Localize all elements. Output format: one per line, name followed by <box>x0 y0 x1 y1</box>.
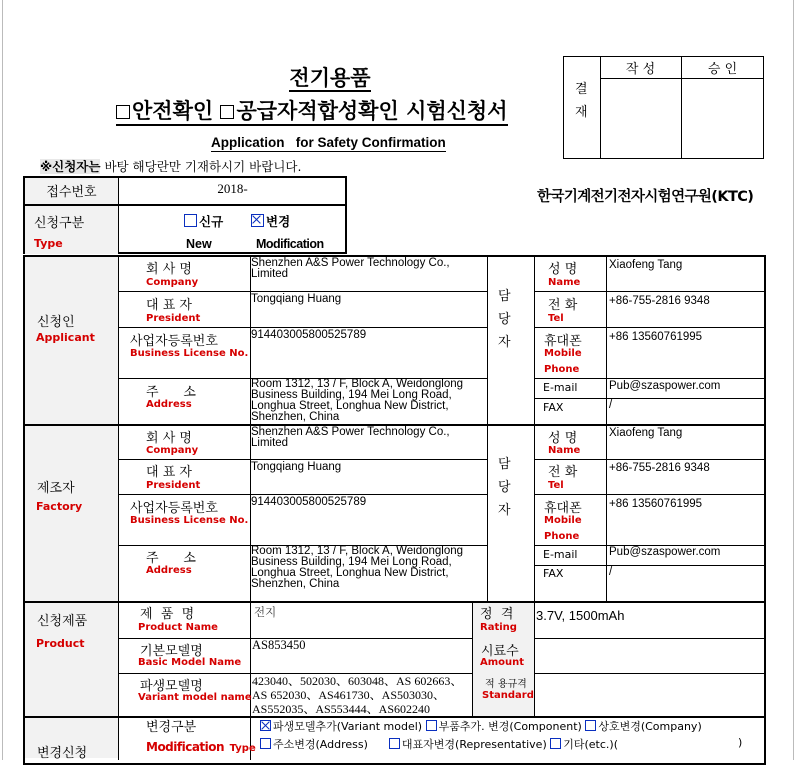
applicant-label-en: Applicant <box>36 331 95 344</box>
approval-col-writer: 작 성 <box>625 62 656 77</box>
representative-change-checkbox[interactable] <box>389 738 400 749</box>
type-mod-en: Modification <box>256 237 324 251</box>
applicant-label: 신청인 <box>37 315 75 330</box>
variant-model-checkbox[interactable] <box>260 720 271 731</box>
option-variant-model[interactable]: 파생모델추가(Variant model) <box>260 720 422 733</box>
applicant-address-label: 주 소 <box>146 385 196 400</box>
factory-president-label: 대 표 자 <box>146 465 192 480</box>
type-mod-option: 변경 <box>251 212 290 230</box>
type-new-en: New <box>186 237 212 251</box>
title-line1: 전기용품 <box>289 66 371 90</box>
factory-name-label: 성 명 <box>548 431 578 446</box>
factory-contact-label-1: 담 <box>498 457 511 472</box>
basic-model-value: AS853450 <box>252 638 306 652</box>
product-name-value: 전지 <box>254 605 277 619</box>
safety-confirm-checkbox <box>116 105 130 119</box>
factory-email-value: Pub@szaspower.com <box>609 546 721 558</box>
basic-model-en: Basic Model Name <box>138 657 242 668</box>
rating-en: Rating <box>480 622 517 633</box>
modification-type-label: 변경구분 <box>146 720 197 735</box>
option-address[interactable]: 주소변경(Address) <box>260 738 368 751</box>
factory-license-label: 사업자등록번호 <box>130 501 218 516</box>
factory-address-value: Room 1312, 13 / F, Block A, Weidonglong Business Building, 194 Mei Long Road, Longhua Street, Longhua New District, Shenzhen, China <box>251 545 464 590</box>
product-name-en: Product Name <box>138 622 218 633</box>
applicant-company-en: Company <box>146 277 199 288</box>
company-change-checkbox[interactable] <box>585 720 596 731</box>
applicant-tel-value: +86-755-2816 9348 <box>609 295 710 307</box>
factory-contact-label-2: 당 <box>498 480 511 495</box>
applicant-president-label: 대 표 자 <box>146 298 192 313</box>
variant-model-value: 423040、502030、603048、AS 602663、AS 652030、AS461730、AS503030、AS552035、AS553444、AS602240 <box>252 674 463 716</box>
receipt-label: 접수번호 <box>46 185 97 200</box>
factory-mobile-label: 휴대폰 <box>544 501 582 516</box>
option-representative[interactable]: 대표자변경(Representative) <box>389 738 547 751</box>
org-name: 한국기계전기전자시험연구원(KTC) <box>537 189 754 205</box>
modification-row1 <box>260 718 702 734</box>
factory-license-value: 914403005800525789 <box>251 496 367 508</box>
page-left-edge <box>2 0 3 760</box>
product-name-label: 제 품 명 <box>140 607 195 622</box>
component-checkbox[interactable] <box>426 720 437 731</box>
factory-contact-label-3: 자 <box>498 503 511 518</box>
applicant-note: ※신청자는 바탕 해당란만 기재하시기 바랍니다. <box>40 159 302 174</box>
factory-license-en: Business License No. <box>130 515 249 526</box>
approval-col-approver: 승 인 <box>707 62 738 77</box>
amount-label: 시료수 <box>481 644 519 659</box>
applicant-contact-label-1: 담 <box>498 289 511 304</box>
rating-label: 정 격 <box>480 607 514 622</box>
variant-model-label: 파생모델명 <box>140 679 203 694</box>
applicant-contact-label-2: 당 <box>498 312 511 327</box>
factory-mobile-en-1: Mobile <box>544 515 582 526</box>
factory-president-value: Tongqiang Huang <box>251 461 342 473</box>
approval-label-1: 결 <box>575 82 588 97</box>
applicant-tel-label: 전 화 <box>548 298 578 313</box>
factory-address-label: 주 소 <box>146 551 196 566</box>
factory-name-value: Xiaofeng Tang <box>609 427 683 439</box>
standard-en: Standard <box>482 690 534 701</box>
supplier-conformity-checkbox <box>220 105 234 119</box>
applicant-address-en: Address <box>146 399 192 410</box>
title-line2: 안전확인 공급자적합성확인 시험신청서 <box>116 98 508 126</box>
modification-label: 변경신청 <box>37 746 88 761</box>
address-change-checkbox[interactable] <box>260 738 271 749</box>
factory-fax-label: FAX <box>543 567 564 580</box>
applicant-company-label: 회 사 명 <box>146 262 192 277</box>
factory-name-en: Name <box>548 445 581 456</box>
factory-company-label: 회 사 명 <box>146 431 192 446</box>
modification-row2 <box>260 736 618 752</box>
applicant-mobile-en-1: Mobile <box>544 348 582 359</box>
factory-fax-value: / <box>609 566 613 578</box>
receipt-value: 2018- <box>217 181 248 196</box>
type-label-en: Type <box>34 237 63 250</box>
applicant-mobile-value: +86 13560761995 <box>609 331 703 343</box>
applicant-name-en: Name <box>548 277 581 288</box>
factory-company-value: Shenzhen A&S Power Technology Co., Limited <box>251 426 450 449</box>
applicant-fax-label: FAX <box>543 401 564 414</box>
applicant-name-value: Xiaofeng Tang <box>609 259 683 271</box>
type-mod-checkbox <box>251 214 264 227</box>
type-new-checkbox <box>184 214 197 227</box>
factory-label-en: Factory <box>36 500 83 513</box>
basic-model-label: 기본모델명 <box>140 644 203 659</box>
type-label: 신청구분 <box>34 216 85 231</box>
standard-label: 적 용규격 <box>485 679 527 690</box>
option-component[interactable]: 부품추가. 변경(Component) <box>426 720 582 733</box>
applicant-license-en: Business License No. <box>130 348 249 359</box>
factory-email-label: E-mail <box>543 548 578 561</box>
factory-label: 제조자 <box>37 481 75 496</box>
applicant-mobile-label: 휴대폰 <box>544 334 582 349</box>
applicant-president-value: Tongqiang Huang <box>251 293 342 305</box>
factory-president-en: President <box>146 480 201 491</box>
factory-tel-label: 전 화 <box>548 465 578 480</box>
modification-type-en: Modification Type <box>146 740 256 754</box>
factory-mobile-value: +86 13560761995 <box>609 498 703 510</box>
rating-value: 3.7V, 1500mAh <box>536 608 625 623</box>
title-en: Application for Safety Confirmation <box>211 135 446 150</box>
page-right-edge <box>793 0 794 760</box>
product-label: 신청제품 <box>37 614 88 629</box>
applicant-address-value: Room 1312, 13 / F, Block A, Weidonglong Business Building, 194 Mei Long Road, Longhua Street, Longhua New District, Shenzhen, China <box>251 378 464 423</box>
applicant-email-value: Pub@szaspower.com <box>609 380 721 392</box>
factory-tel-value: +86-755-2816 9348 <box>609 462 710 474</box>
factory-address-en: Address <box>146 565 192 576</box>
etc-checkbox[interactable] <box>550 738 561 749</box>
product-label-en: Product <box>36 637 85 650</box>
applicant-name-label: 성 명 <box>548 262 578 277</box>
applicant-license-value: 914403005800525789 <box>251 329 367 341</box>
applicant-mobile-en-2: Phone <box>544 364 580 375</box>
option-company[interactable]: 상호변경(Company) <box>585 720 701 733</box>
applicant-email-label: E-mail <box>543 381 578 394</box>
applicant-license-label: 사업자등록번호 <box>130 334 218 349</box>
applicant-tel-en: Tel <box>548 313 564 324</box>
factory-mobile-en-2: Phone <box>544 531 580 542</box>
applicant-fax-value: / <box>609 399 613 411</box>
option-etc[interactable]: 기타(etc.)( <box>550 738 618 751</box>
type-new-option: 신규 <box>184 212 223 230</box>
applicant-company-value: Shenzhen A&S Power Technology Co., Limited <box>251 257 450 280</box>
approval-label-2: 재 <box>575 105 588 120</box>
variant-model-en: Variant model name <box>138 692 252 703</box>
etc-close-paren: ) <box>738 736 743 749</box>
applicant-president-en: President <box>146 313 201 324</box>
factory-tel-en: Tel <box>548 480 564 491</box>
factory-company-en: Company <box>146 445 199 456</box>
amount-en: Amount <box>480 657 525 668</box>
applicant-contact-label-3: 자 <box>498 335 511 350</box>
